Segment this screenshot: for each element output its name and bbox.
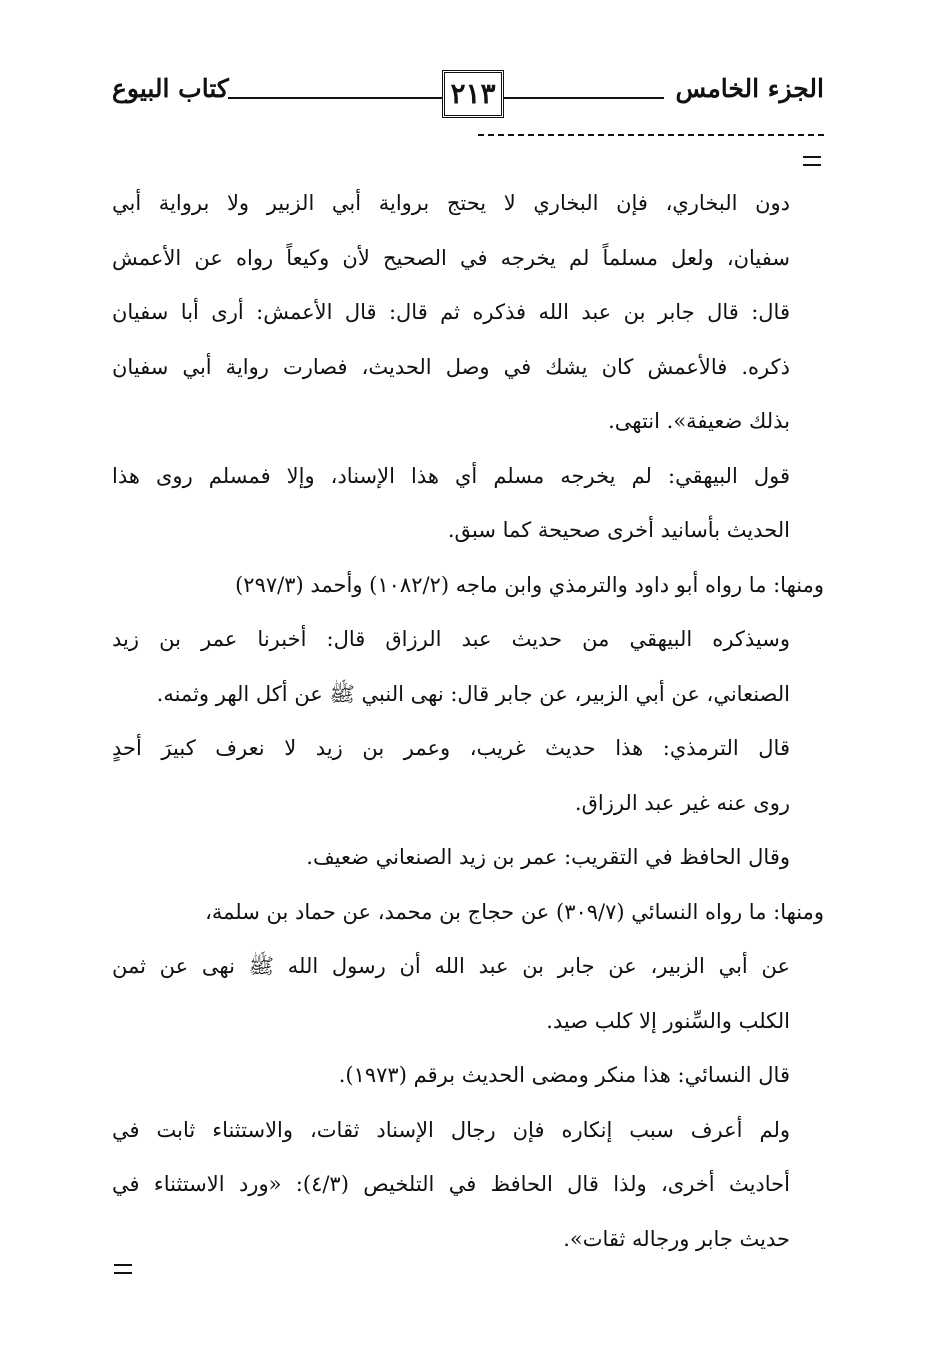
body-text — [112, 176, 824, 1266]
text-line: الصنعاني، عن أبي الزبير، عن جابر قال: نهى النبي ﷺ عن أكل الهر وثمنه. — [156, 681, 790, 706]
text-line: الحديث بأسانيد أخرى صحيحة كما سبق. — [447, 518, 790, 542]
paragraph — [112, 885, 824, 940]
paragraph — [112, 939, 824, 1048]
text-line: وقال الحافظ في التقريب: عمر بن زيد الصنعاني ضعيف. — [306, 845, 790, 869]
header-rule-right — [504, 97, 664, 99]
paragraph — [112, 558, 824, 613]
text-line: ذكره. فالأعمش كان يشك في وصل الحديث، فصارت رواية أبي سفيان — [112, 354, 790, 379]
paragraph — [112, 449, 824, 558]
continuation-mark-bottom — [114, 1264, 132, 1274]
running-header — [112, 68, 824, 118]
paragraph — [112, 721, 824, 830]
text-line: روى عنه غير عبد الرزاق. — [574, 790, 790, 815]
text-line: ومنها: ما رواه أبو داود والترمذي وابن ماجه (١٠٨٢/٢) وأحمد (٢٩٧/٣) — [235, 572, 824, 597]
header-dashed-separator — [478, 134, 824, 136]
header-book-title: كتاب البيوع — [112, 74, 229, 103]
text-line: وسيذكره البيهقي من حديث عبد الرزاق قال: أخبرنا عمر بن زيد — [112, 627, 790, 651]
continuation-mark-top — [803, 156, 821, 166]
paragraph — [112, 1048, 824, 1103]
text-line: قال: قال جابر بن عبد الله فذكره ثم قال: قال الأعمش: أرى أبا سفيان — [112, 300, 790, 324]
text-line: قول البيهقي: لم يخرجه مسلم أي هذا الإسناد، وإلا فمسلم روى هذا — [112, 463, 790, 488]
text-line: دون البخاري، فإن البخاري لا يحتج برواية أبي الزبير ولا برواية أبي — [112, 191, 790, 215]
text-line: ولم أعرف سبب إنكاره فإن رجال الإسناد ثقات، والاستثناء ثابت في — [112, 1117, 790, 1142]
text-line: الكلب والسِّنور إلا كلب صيد. — [546, 1008, 790, 1033]
text-line: قال النسائي: هذا منكر ومضى الحديث برقم (١٩٧٣). — [338, 1063, 790, 1087]
text-line: بذلك ضعيفة». انتهى. — [608, 409, 790, 433]
text-line: سفيان، ولعل مسلماً لم يخرجه في الصحيح لأن وكيعاً رواه عن الأعمش — [112, 245, 790, 270]
header-rule-left — [228, 97, 442, 99]
text-line: حديث جابر ورجاله ثقات». — [563, 1226, 790, 1251]
header-volume-title: الجزء الخامس — [675, 74, 824, 103]
paragraph — [112, 176, 824, 449]
paragraph — [112, 830, 824, 885]
text-line: ومنها: ما رواه النسائي (٣٠٩/٧) عن حجاج بن محمد، عن حماد بن سلمة، — [205, 899, 824, 924]
paragraph — [112, 1103, 824, 1267]
text-line: قال الترمذي: هذا حديث غريب، وعمر بن زيد لا نعرف كبيرَ أحدٍ — [112, 736, 790, 760]
text-line: أحاديث أخرى، ولذا قال الحافظ في التلخيص (٤/٣): «ورد الاستثناء في — [112, 1172, 790, 1196]
page-number: ٢١٣ — [442, 70, 504, 118]
paragraph — [112, 612, 824, 721]
text-line: عن أبي الزبير، عن جابر بن عبد الله أن رسول الله ﷺ نهى عن ثمن — [112, 954, 790, 978]
